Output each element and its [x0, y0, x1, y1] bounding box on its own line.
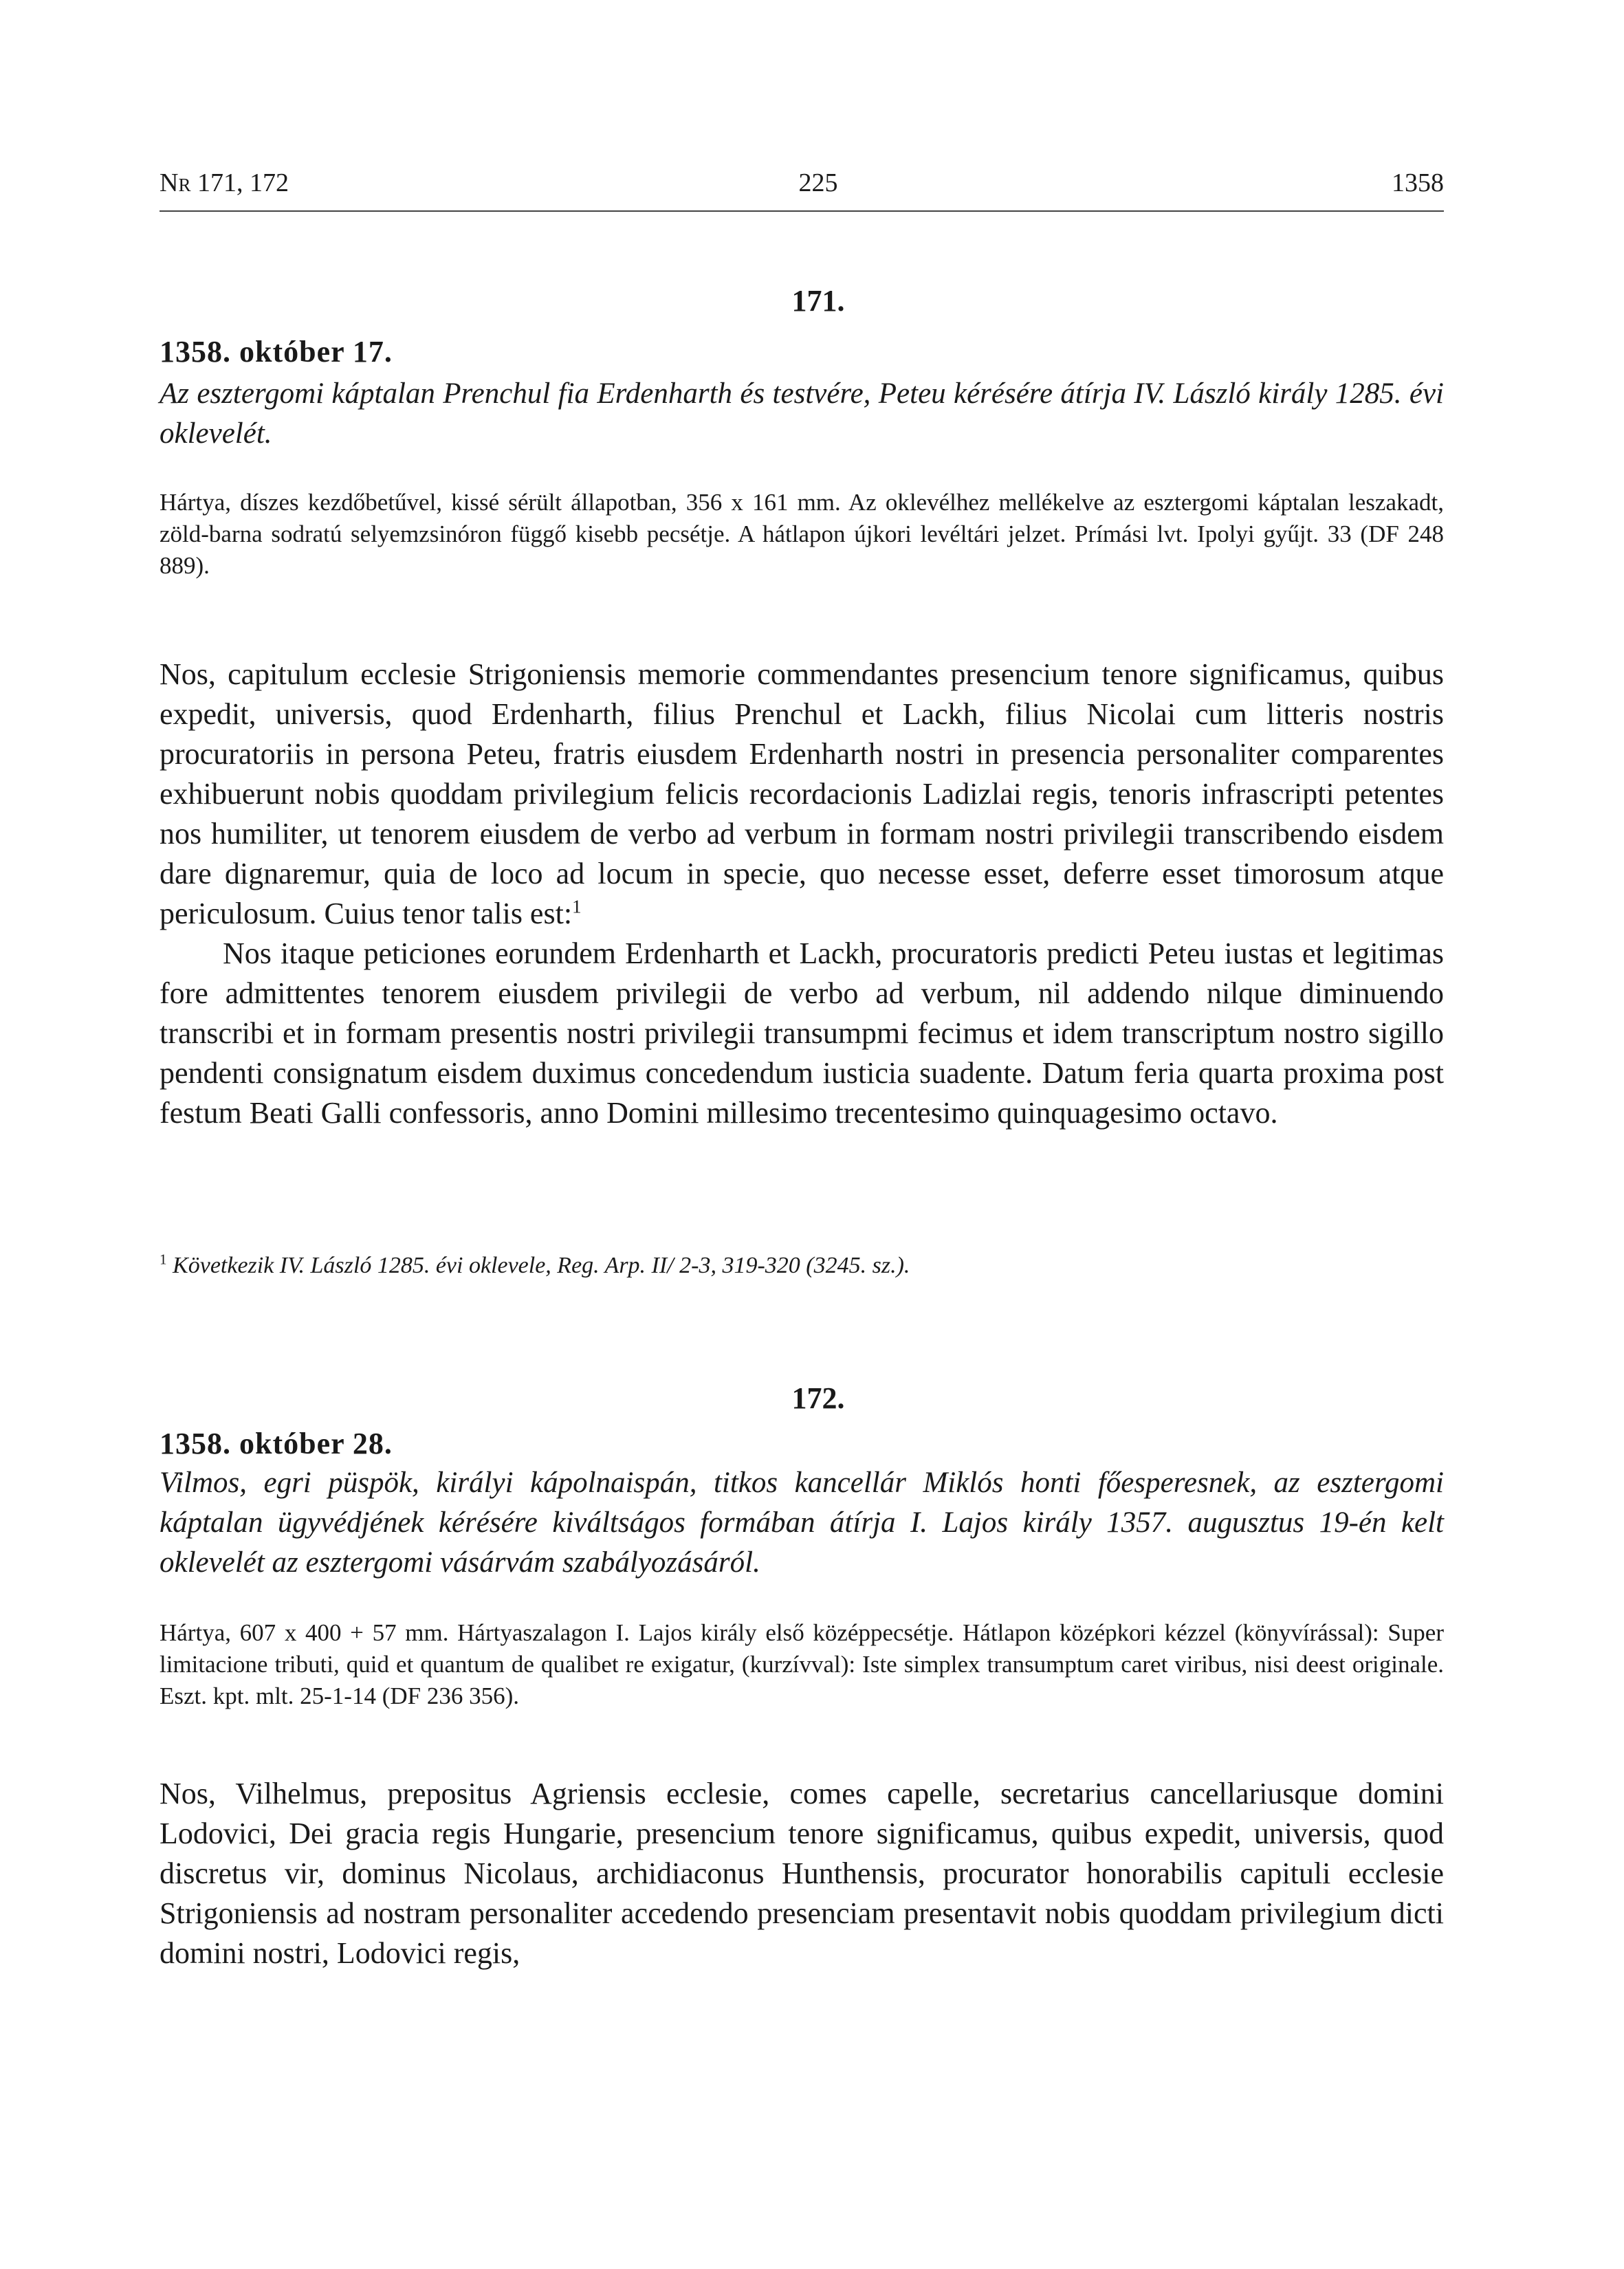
footnote-mark: 1: [160, 1251, 167, 1268]
entry-description-171: Hártya, díszes kezdőbetűvel, kissé sérült állapotban, 356 x 161 mm. Az oklevélhez mellékelve az esztergomi káptalan leszakadt, zöld-barna sodratú selyemzsinóron függő kisebb pecsétje. A hátlapon újkori levéltári jelzet. Prímási lvt. Ipolyi gyűjt. 33 (DF 248 889).: [160, 489, 1444, 579]
entry-number-172: 172.: [791, 1381, 845, 1415]
page-number: 225: [798, 168, 838, 197]
entry-text-171: [160, 655, 1444, 1133]
entry-number-171: 171.: [791, 284, 845, 318]
entry-text-172: [160, 1774, 1444, 1973]
footnote-text: Következik IV. László 1285. évi oklevele, Reg. Arp. II/ 2-3, 319-320 (3245. sz.).: [166, 1253, 910, 1278]
entry-date-171: 1358. október 17.: [160, 335, 393, 369]
paragraph: [160, 655, 1444, 934]
header-nr-label: Nr: [160, 168, 191, 197]
running-header-year: 1358: [1392, 168, 1444, 197]
entry-description-172: Hártya, 607 x 400 + 57 mm. Hártyaszalagon I. Lajos király első középpecsétje. Hátlapon középkori kézzel (könyvírással): Super limitacione tributi, quid et quantum de qualibet re exigatur, (kurzívval): Iste simplex transumptum caret viribus, nisi deest originale. Eszt. kpt. mlt. 25-1-14 (DF 236 356).: [160, 1619, 1444, 1709]
entry-summary-171: Az esztergomi káptalan Prenchul fia Erdenharth és testvére, Peteu kérésére átírja IV. László király 1285. évi oklevelét.: [160, 377, 1444, 450]
entry-date-172: 1358. október 28.: [160, 1427, 393, 1460]
header-rule: [160, 210, 1444, 212]
header-entry-numbers: 171, 172: [190, 168, 289, 197]
running-header-left: [160, 168, 289, 198]
footnote-reference: 1: [572, 896, 582, 917]
entry-summary-172: Vilmos, egri püspök, királyi kápolnaispán, titkos kancellár Miklós honti főesperesnek, az esztergomi káptalan ügyvédjének kérésére kiváltságos formában átírja I. Lajos király 1357. augusztus 19-én kelt oklevelét az esztergomi vásárvám szabályozásáról.: [160, 1467, 1444, 1579]
paragraph-text: Nos, capitulum ecclesie Strigoniensis memorie commendantes presencium tenore significamus, quibus expedit, universis, quod Erdenharth, filius Prenchul et Lackh, filius Nicolai cum litteris nostris procuratoriis in persona Peteu, fratris eiusdem Erdenharth nostri in presencia personaliter comparentes exhibuerunt nobis quoddam privilegium felicis recordacionis Ladizlai regis, tenoris infrascripti petentes nos humiliter, ut tenorem eiusdem de verbo ad verbum in formam nostri privilegii transcribendo eisdem dare dignaremur, quia de loco ad locum in specie, quo necesse esset, deferre esset timorosum atque periculosum. Cuius tenor talis est:: [160, 657, 1444, 930]
paragraph: Nos, Vilhelmus, prepositus Agriensis ecclesie, comes capelle, secretarius cancellariusque domini Lodovici, Dei gracia regis Hungarie, presencium tenore significamus, quibus expedit, universis, quod discretus vir, dominus Nicolaus, archidiaconus Hunthensis, procurator honorabilis capituli ecclesie Strigoniensis ad nostram personaliter accedendo presenciam presentavit nobis quoddam privilegium dicti domini nostri, Lodovici regis,: [160, 1777, 1444, 1970]
paragraph: Nos itaque peticiones eorundem Erdenharth et Lackh, procuratoris predicti Peteu iustas et legitimas fore admittentes tenorem eiusdem privilegii de verbo ad verbum, nil addendo nilque diminuendo transcribi et in formam presentis nostri privilegii transumpmi fecimus et idem transcriptum nostro sigillo pendenti consignatum eisdem duximus concedendum iusticia suadente. Datum feria quarta proxima post festum Beati Galli confessoris, anno Domini millesimo trecentesimo quinquagesimo octavo.: [160, 936, 1444, 1130]
footnote-171: [160, 1251, 1444, 1280]
